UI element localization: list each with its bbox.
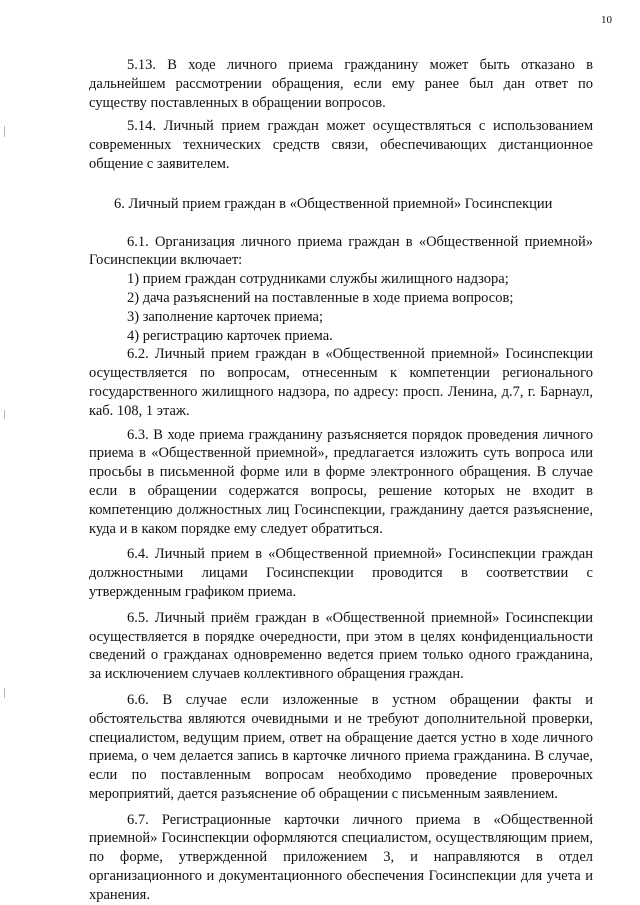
paragraph-6-2: 6.2. Личный прием граждан в «Общественной приемной» Госинспекции осуществляется по вопросам, отнесенным к компетенции регионального государственного жилищного надзора, по адресу: просп. Ленина, д.7, г. Барнаул, каб. 108, 1 этаж. [89,346,593,419]
document-body [89,56,593,905]
paragraph-6-3: 6.3. В ходе приема гражданину разъясняется порядок проведения личного приема в «Общественной приемной», предлагается изложить суть вопроса или просьбы в письменной форме или в форме электронного обращения. В случае если в обращении содержатся вопросы, решение которых не входит в компетенцию должностных лиц Госинспекции, гражданину дается разъяснение, куда и в каком порядке ему следует обратиться. [89,426,593,537]
list-item-6-1-3: 3) заполнение карточек приема; [127,308,323,325]
list-item-6-1-1: 1) прием граждан сотрудниками службы жилищного надзора; [127,271,509,288]
page-number: 10 [601,14,612,26]
paragraph-5-14: 5.14. Личный прием граждан может осуществляться с использованием современных технических средств связи, обеспечивающих дистанционное общение с заявителем. [89,118,593,172]
scan-edge-mark [4,688,5,698]
paragraph-6-6: 6.6. В случае если изложенные в устном обращении факты и обстоятельства являются очевидными и не требуют дополнительной проверки, специалистом, ведущим прием, ответ на обращение дается устно в ходе личного приема, о чем делается запись в карточке личного приема гражданина. В случае, если по поставленным вопросам необходимо проведение проверочных мероприятий, дается разъяснение об обращении с письменным заявлением. [89,691,593,802]
paragraph-5-13: 5.13. В ходе личного приема гражданину может быть отказано в дальнейшем рассмотрении обращения, если ему ранее был дан ответ по существу поставленных в обращении вопросов. [89,57,593,111]
paragraph-6-5: 6.5. Личный приём граждан в «Общественной приемной» Госинспекции осуществляется в порядке очередности, при этом в целях конфиденциальности сведений о гражданах одновременно ведется прием только одного гражданина, за исключением случаев коллективного обращения граждан. [89,609,593,683]
paragraph-6-1-intro: 6.1. Организация личного приема граждан в «Общественной приемной» Госинспекции включает: [89,233,593,269]
list-item-6-1-4: 4) регистрацию карточек приема. [127,327,333,344]
paragraph-6-4: 6.4. Личный прием в «Общественной приемной» Госинспекции граждан должностными лицами Госинспекции проводится в соответствии с утвержденным графиком приема. [89,546,593,600]
scan-edge-mark [4,126,5,137]
scan-edge-mark [4,410,5,419]
list-item-6-1-2: 2) дача разъяснений на поставленные в ходе приема вопросов; [127,289,514,306]
section-6-heading: 6. Личный прием граждан в «Общественной приемной» Госинспекции [114,195,553,212]
paragraph-6-7: 6.7. Регистрационные карточки личного приема в «Общественной приемной» Госинспекции оформляются специалистом, осуществляющим прием, по форме, утвержденной приложением 3, и направляются в отдел организационного и документационного обеспечения Госинспекции для учета и хранения. [89,811,593,903]
